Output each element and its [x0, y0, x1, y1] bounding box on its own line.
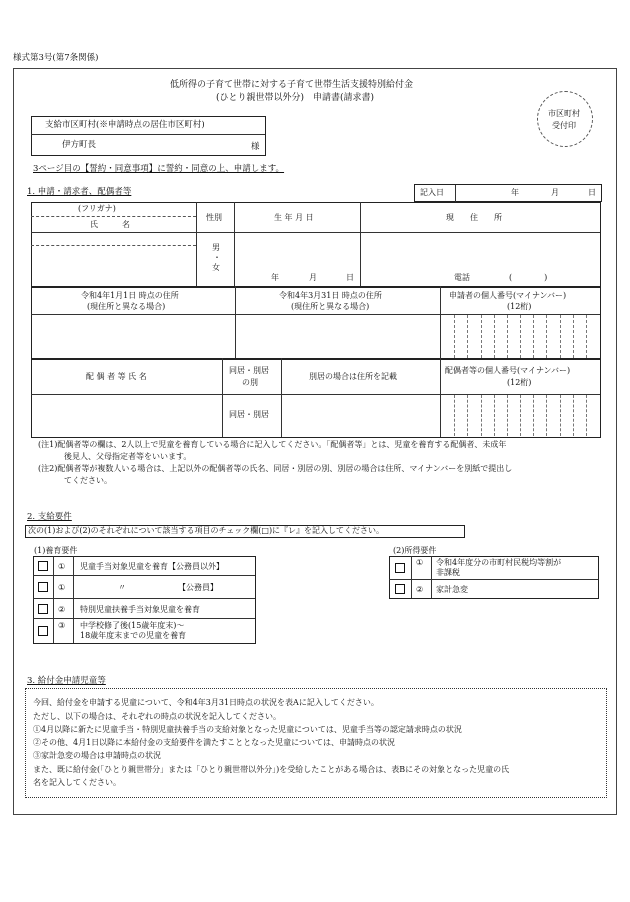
name-header: 氏 名 — [90, 220, 130, 229]
applicant-mynumber-cell-divider — [507, 315, 508, 358]
section3-line-4: ②その他、4月1日以降に本給付金の支給要件を満たすこととなった児童については、申請時点の状況 — [33, 738, 396, 747]
right-requirement-title: (2)所得要件 — [393, 546, 437, 555]
care-item-2: 〃 【公務員】 — [118, 583, 218, 592]
income-checkbox-1[interactable] — [395, 563, 405, 573]
mayor-name: 伊方町長 — [62, 140, 97, 150]
care-checkbox-4[interactable] — [38, 626, 48, 636]
phone-label: 電話 — [454, 273, 470, 282]
section3-line-5: ③家計急変の場合は申請時点の状況 — [33, 751, 161, 760]
note-2: (注2)配偶者等が複数人いる場合は、上記以外の配偶者等の氏名、同居・別居の別、別居の場合は住所、マイナンバーを別紙で提出し — [38, 464, 513, 473]
stamp-label-2: 受付印 — [552, 121, 576, 130]
applicant-mynumber-cell-divider — [520, 315, 521, 358]
form-number: 様式第3号(第7条関係) — [13, 53, 99, 63]
stamp-label-1: 市区町村 — [548, 109, 580, 118]
spouse-mynumber-cell-divider — [586, 395, 587, 436]
cohabit-header-2: の別 — [242, 378, 258, 387]
care-checkbox-3[interactable] — [38, 604, 48, 614]
section3-line-2: ただし、以下の場合は、それぞれの時点の状況を記入してください。 — [33, 712, 281, 721]
section2-heading: 2. 支給要件 — [27, 512, 72, 522]
date-year: 年 — [511, 188, 519, 197]
care-num-1: ① — [58, 562, 66, 571]
cohabit-value[interactable]: 同居・別居 — [229, 410, 269, 419]
care-item-4-cont: 18歳年度末までの児童を養育 — [80, 631, 187, 640]
gender-male[interactable]: 男 — [212, 243, 220, 252]
spouse-mynumber-cell-divider — [507, 395, 508, 436]
care-num-4: ③ — [58, 621, 66, 630]
spouse-mynumber-note: (12桁) — [507, 378, 532, 387]
applicant-mynumber-cell-divider — [573, 315, 574, 358]
address-header: 現 住 所 — [446, 213, 502, 222]
pledge-text: 3ページ目の【誓約・同意事項】に誓約・同意の上、申請します。 — [33, 164, 285, 174]
addr-jan1-header: 令和4年1月1日 時点の住所 — [81, 291, 179, 300]
spouse-mynumber-cell-divider — [481, 395, 482, 436]
section2-instruction: 次の(1)および(2)のそれぞれについて該当する項目のチェック欄(□)に『レ』を記入してください。 — [28, 526, 385, 535]
income-item-1: 令和4年度分の市町村民税均等割が — [436, 558, 562, 567]
applicant-mynumber-cell-divider — [533, 315, 534, 358]
gender-female[interactable]: 女 — [212, 263, 220, 272]
care-item-1: 児童手当対象児童を養育【公務員以外】 — [80, 562, 224, 571]
furigana-header: (フリガナ) — [78, 204, 116, 213]
section3-line-7: 名を記入してください。 — [33, 778, 121, 787]
applicant-mynumber-cell-divider — [546, 315, 547, 358]
spouse-mynumber-cell-divider — [546, 395, 547, 436]
date-label: 記入日 — [420, 188, 444, 197]
birth-month: 月 — [309, 273, 317, 282]
care-item-4: 中学校修了後(15歳年度末)〜 — [80, 621, 185, 630]
care-num-3: ② — [58, 605, 66, 614]
mynumber-header: 申請者の個人番号(マイナンバー) — [449, 291, 567, 300]
form-title: 低所得の子育て世帯に対する子育て世帯生活支援特別給付金 — [170, 80, 414, 90]
addr-mar31-note: (現住所と異なる場合) — [291, 302, 370, 311]
care-checkbox-1[interactable] — [38, 561, 48, 571]
section3-line-6: また、既に給付金(「ひとり親世帯分」または「ひとり親世帯以外分」)を受給したことがある場合は、表Bにその対象となった児童の氏 — [33, 765, 510, 774]
spouse-name-header: 配 偶 者 等 氏 名 — [86, 372, 147, 381]
section1-heading: 1. 申請・請求者、配偶者等 — [27, 187, 132, 197]
section3-heading: 3. 給付金申請児童等 — [27, 676, 106, 686]
income-num-1: ① — [416, 558, 424, 567]
spouse-mynumber-header: 配偶者等の個人番号(マイナンバー) — [445, 366, 571, 375]
addr-mar31-header: 令和4年3月31日 時点の住所 — [279, 291, 382, 300]
spouse-mynumber-cell-divider — [560, 395, 561, 436]
note-2-cont: てください。 — [64, 476, 112, 485]
care-checkbox-2[interactable] — [38, 582, 48, 592]
birthdate-header: 生 年 月 日 — [274, 213, 314, 222]
birth-year: 年 — [271, 273, 279, 282]
separate-address-header: 別居の場合は住所を記載 — [309, 372, 397, 381]
income-item-1-cont: 非課税 — [436, 568, 460, 577]
spouse-mynumber-cell-divider — [573, 395, 574, 436]
spouse-mynumber-cell-divider — [494, 395, 495, 436]
date-day: 日 — [588, 188, 596, 197]
income-item-2: 家計急変 — [436, 585, 468, 594]
left-requirement-title: (1)養育要件 — [34, 546, 78, 555]
phone-field[interactable]: ( ) — [509, 273, 548, 282]
income-checkbox-2[interactable] — [395, 584, 405, 594]
addr-jan1-note: (現住所と異なる場合) — [87, 302, 166, 311]
municipality-label: 支給市区町村(※申請時点の居住市区町村) — [45, 120, 205, 130]
applicant-mynumber-cell-divider — [454, 315, 455, 358]
spouse-mynumber-cell-divider — [467, 395, 468, 436]
income-num-2: ② — [416, 585, 424, 594]
care-item-3: 特別児童扶養手当対象児童を養育 — [80, 605, 200, 614]
applicant-mynumber-cell-divider — [586, 315, 587, 358]
care-num-2: ① — [58, 583, 66, 592]
section3-line-1: 今回、給付金を申請する児童について、令和4年3月31日時点の状況を表Aに記入してください。 — [33, 698, 379, 707]
birth-day: 日 — [346, 273, 354, 282]
gender-dot: ・ — [213, 253, 221, 262]
spouse-mynumber-cell-divider — [520, 395, 521, 436]
spouse-mynumber-cell-divider — [533, 395, 534, 436]
cohabit-header-1: 同居・別居 — [229, 366, 269, 375]
form-subtitle: (ひとり親世帯以外分) 申請書(請求書) — [216, 93, 375, 103]
date-month: 月 — [551, 188, 559, 197]
applicant-mynumber-cell-divider — [467, 315, 468, 358]
applicant-mynumber-cell-divider — [560, 315, 561, 358]
honorific: 様 — [251, 142, 260, 152]
section3-line-3: ①4月以降に新たに児童手当・特別児童扶養手当の支給対象となった児童については、児童手当等の認定請求時点の状況 — [33, 725, 462, 734]
reception-stamp-circle — [537, 91, 593, 147]
note-1-cont: 後見人、父母指定者等をいいます。 — [64, 452, 192, 461]
note-1: (注1)配偶者等の欄は、2人以上で児童を養育している場合に記入してください。「配偶者等」とは、児童を養育する配偶者、未成年 — [38, 440, 507, 449]
applicant-mynumber-cell-divider — [494, 315, 495, 358]
mynumber-digits-note: (12桁) — [507, 302, 532, 311]
spouse-mynumber-cell-divider — [454, 395, 455, 436]
gender-header: 性別 — [206, 213, 222, 222]
applicant-mynumber-cell-divider — [481, 315, 482, 358]
